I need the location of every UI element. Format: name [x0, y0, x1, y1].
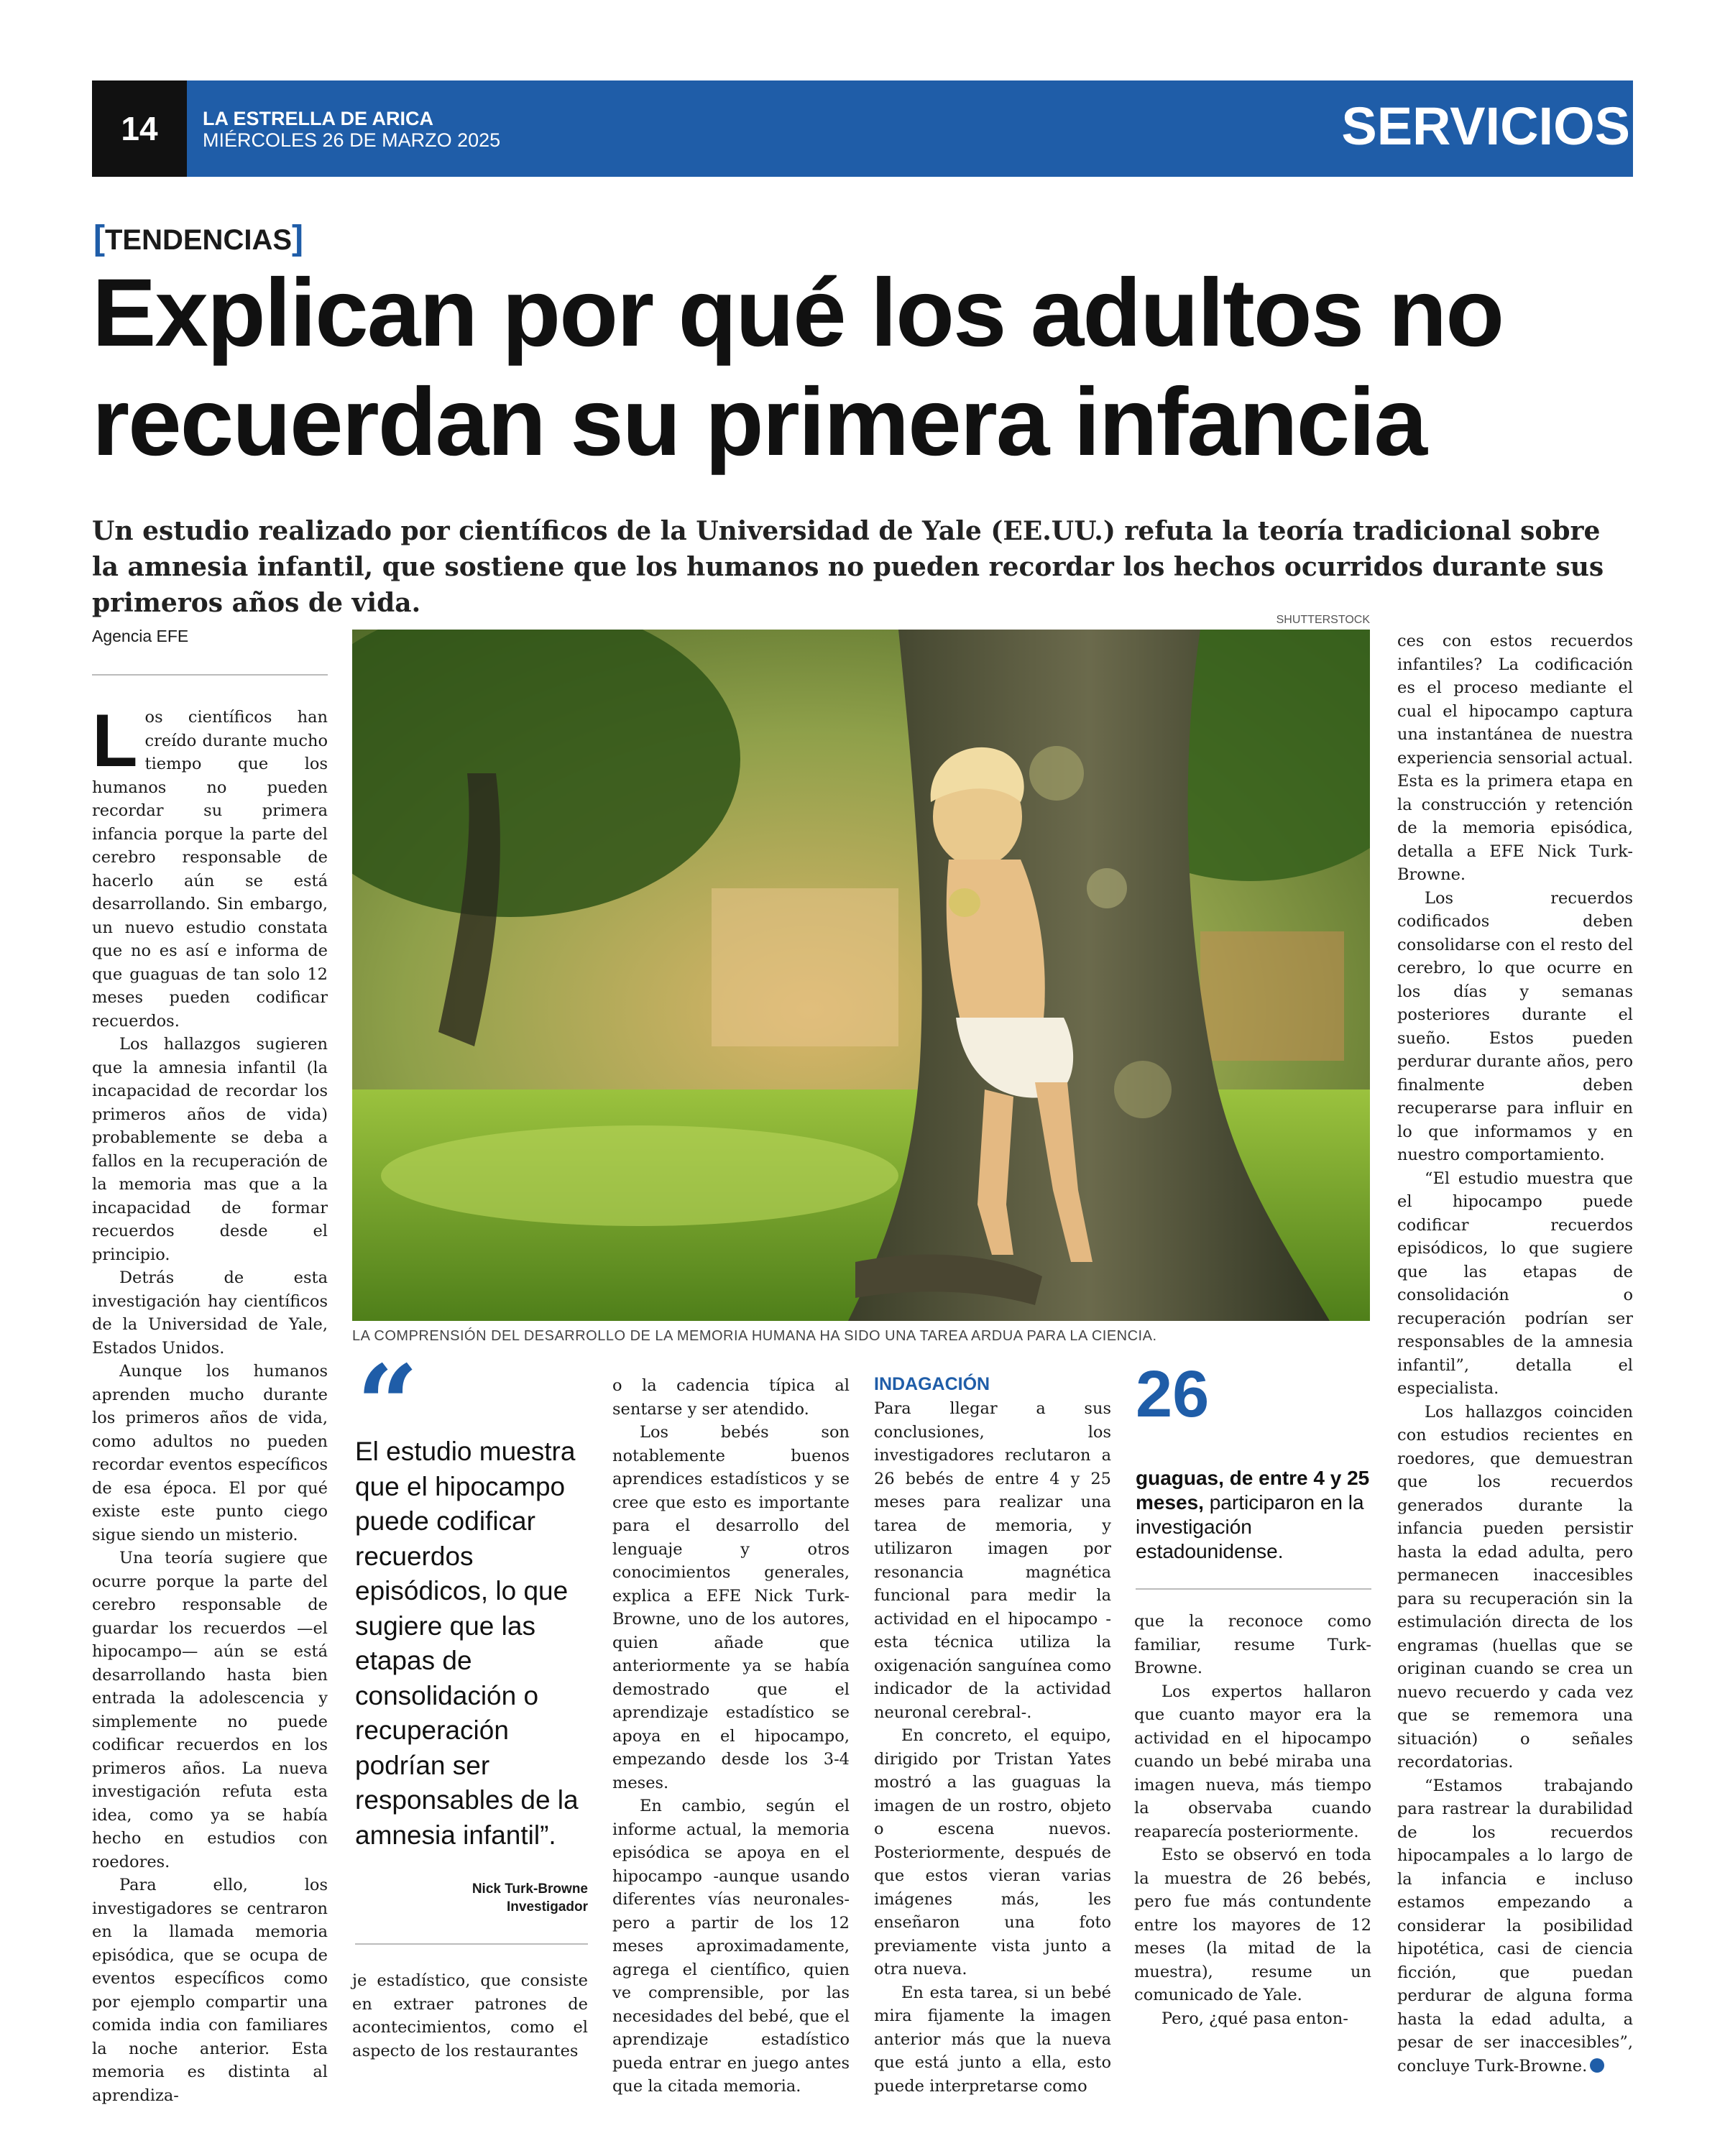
- section-title: SERVICIOS: [1341, 96, 1630, 156]
- paragraph: je estadístico, que consiste en extraer patrones de acontecimientos, como el aspecto de los restaurantes: [352, 1971, 588, 2060]
- paragraph: Aunque los humanos aprenden mucho durante los primeros años de vida, como adultos no pueden recordar eventos específicos de esa época. El por qué existe este punto ciego sigue siendo un misterio.: [92, 1362, 328, 1544]
- paragraph: Pero, ¿qué pasa enton-: [1162, 2009, 1348, 2028]
- kicker-bracket-open: [: [93, 219, 105, 257]
- article-photo: [352, 630, 1370, 1321]
- paragraph: Los bebés son notablemente buenos aprendices estadísticos y se cree que esto es importante para el desarrollo del lenguaje y otros conocimientos generales, explica a EFE Nick Turk-Browne, uno de los autores, quien añade que anteriormente ya se había demostrado que el aprendizaje estadístico se apoya en el hipocampo, empezando desde los 3-4 meses.: [612, 1423, 850, 1792]
- drop-cap: L: [92, 699, 138, 783]
- subhead: INDAGACIÓN: [874, 1374, 990, 1394]
- pull-quote-divider: [355, 1943, 588, 1945]
- headline-line-2: recuerdan su primera infancia: [92, 369, 1426, 476]
- quote-author: Nick Turk-Browne: [472, 1881, 588, 1897]
- article-column-4: [874, 1397, 1111, 2098]
- kicker-bracket-close: ]: [292, 219, 303, 257]
- newspaper-info: [203, 108, 500, 151]
- pull-quote-attribution: [355, 1880, 588, 1916]
- paragraph: o la cadencia típica al sentarse y ser atendido.: [612, 1376, 850, 1419]
- end-mark-icon: [1590, 2058, 1604, 2073]
- paragraph: En concreto, el equipo, dirigido por Tristan Yates mostró a las guaguas la imagen de un rostro, objeto o escena nuevos. Posteriormente, después de que estos vieran varias imágenes más, les enseñaron una foto previamente vista junto a otra nueva.: [874, 1726, 1111, 1978]
- final-paragraph: [1397, 1774, 1633, 2078]
- paragraph: En esta tarea, si un bebé mira fijamente la imagen anterior más que la nueva que está junto a ella, esto puede interpretarse como: [874, 1983, 1111, 2096]
- paragraph: En cambio, según el informe actual, la memoria episódica se apoya en el hipocampo -aunque usando diferentes vías neuronales- pero a partir de los 12 meses aproximadamente, agrega el científico, quien ve comprensible, por las necesidades del bebé, que el aprendizaje estadístico pueda entrar en juego antes que la citada memoria.: [612, 1797, 850, 2096]
- stat-bold-text: guaguas, de entre 4 y 25 meses,: [1136, 1467, 1370, 1514]
- lead-paragraph-text: os científicos han creído durante mucho tiempo que los humanos no pueden recordar su primera infancia porque la parte del cerebro responsable de hacerlo aún se está desarrollando. Sin embargo, un nuevo estudio constata que no es así e informa de que guaguas de tan solo 12 meses pueden codificar recuerdos.: [92, 708, 328, 1031]
- deck: Un estudio realizado por científicos de la Universidad de Yale (EE.UU.) refuta la teoría tradicional sobre la amnesia infantil, que sostiene que los humanos no pueden recordar los hechos ocurridos durante sus primeros años de vida.: [92, 516, 1604, 618]
- article-column-1: [92, 699, 328, 2107]
- photo-credit: SHUTTERSTOCK: [1276, 614, 1370, 626]
- lead-paragraph: [92, 699, 328, 1033]
- quote-author-role: Investigador: [507, 1899, 588, 1915]
- stat-number: 26: [1136, 1358, 1210, 1431]
- paragraph: Los expertos hallaron que cuanto mayor era la actividad en el hipocampo cuando un bebé miraba una imagen nueva, más tiempo la observaba cuando reaparecía posteriormente.: [1134, 1682, 1371, 1841]
- headline-line-1: Explican por qué los adultos no: [92, 259, 1504, 367]
- byline: Agencia EFE: [92, 627, 189, 645]
- paragraph: que la reconoce como familiar, resume Turk-Browne.: [1134, 1612, 1371, 1677]
- issue-date: MIÉRCOLES 26 DE MARZO 2025: [203, 129, 501, 151]
- stat-text: participaron en la investigación estadounidense.: [1136, 1491, 1364, 1562]
- photo-caption: LA COMPRENSIÓN DEL DESARROLLO DE LA MEMORIA HUMANA HA SIDO UNA TAREA ARDUA PARA LA CIENCIA.: [352, 1328, 1157, 1344]
- paragraph: ces con estos recuerdos infantiles? La codificación es el proceso mediante el cual el hipocampo captura una instantánea de nuestra experiencia sensorial actual. Esta es la primera etapa en la construcción y retención de la memoria episódica, detalla a EFE Nick Turk-Browne.: [1397, 632, 1633, 884]
- quote-mark-icon: “: [356, 1342, 410, 1468]
- final-paragraph-text: “Estamos trabajando para rastrear la durabilidad de los recuerdos hipocampales a lo largo de la infancia e incluso estamos empezando a considerar la posibilidad hipotética, casi de ciencia ficción, que puedan perdurar de alguna forma hasta la edad adulta, a pesar de ser inaccesibles”, concluye Turk-Browne.: [1397, 1776, 1633, 2076]
- paragraph: Detrás de esta investigación hay científicos de la Universidad de Yale, Estados Unidos.: [92, 1268, 328, 1358]
- kicker: [93, 218, 303, 258]
- page-number: 14: [92, 80, 187, 177]
- stat-description: [1136, 1466, 1373, 1564]
- article-column-5: [1134, 1610, 1371, 2030]
- paragraph: Los hallazgos coinciden con estudios recientes en roedores, que demuestran que los recuerdos generados durante la infancia pueden persistir hasta la edad adulta, pero permanecen inaccesibles para su recuperación sin la estimulación directa de los engramas (huellas que se originan cuando se crea un nuevo recuerdo y cada vez que se rememora una situación) o señales recordatorias.: [1397, 1402, 1633, 1772]
- article-column-2: [352, 1969, 588, 2063]
- article-column-3: [612, 1374, 850, 2099]
- paragraph: Para llegar a sus conclusiones, los investigadores reclutaron a 26 bebés de entre 4 y 25 meses para realizar una tarea de memoria, y utilizaron imagen por resonancia magnética funcional para medir la actividad en el hipocampo -esta técnica utiliza la oxigenación sanguínea como indicador de la actividad neuronal cerebral-.: [874, 1399, 1111, 1722]
- photo-illustration: [352, 630, 1370, 1321]
- newspaper-name: LA ESTRELLA DE ARICA: [203, 108, 433, 129]
- paragraph: “El estudio muestra que el hipocampo puede codificar recuerdos episódicos, lo que sugiere que las etapas de consolidación o recuperación podrían ser responsables de la amnesia infantil”, detalla el especialista.: [1397, 1169, 1633, 1398]
- paragraph: Los recuerdos codificados deben consolidarse con el resto del cerebro, lo que ocurre en los días y semanas posteriores durante el sueño. Estos pueden perdurar durante años, pero finalmente deben recuperarse para influir en lo que informamos y en nuestro comportamiento.: [1397, 888, 1633, 1164]
- paragraph: Para ello, los investigadores se centraron en la llamada memoria episódica, que se ocupa de eventos específicos como por ejemplo compartir una comida india con familiares la noche anterior. Esta memoria es distinta al aprendiza-: [92, 1876, 328, 2105]
- paragraph: Esto se observó en toda la muestra de 26 bebés, pero fue más contundente entre los mayores de 12 meses (la mitad de la muestra), resume un comunicado de Yale.: [1134, 1846, 1371, 2004]
- headline: [92, 259, 1630, 477]
- pull-quote: El estudio muestra que el hipocampo puede codificar recuerdos episódicos, lo que sugiere que las etapas de consolidación o recuperación podrían ser responsables de la amnesia infantil”.: [355, 1437, 579, 1850]
- paragraph: Los hallazgos sugieren que la amnesia infantil (la incapacidad de recordar los primeros años de vida) probablemente se deba a fallos en la recuperación de la memoria mas que a la incapacidad de formar recuerdos desde el principio.: [92, 1035, 328, 1264]
- stat-divider: [1136, 1588, 1371, 1590]
- article-column-6: [1397, 630, 1633, 2078]
- byline-divider: [92, 674, 328, 676]
- paragraph: Una teoría sugiere que ocurre porque la parte del cerebro responsable de guardar los recuerdos —el hipocampo— aún se está desarrollando hasta bien entrada la adolescencia y simplemente no puede codificar recuerdos en los primeros años. La nueva investigación refuta esta idea, como ya se había hecho en estudios con roedores.: [92, 1549, 328, 1871]
- kicker-label: TENDENCIAS: [104, 224, 293, 256]
